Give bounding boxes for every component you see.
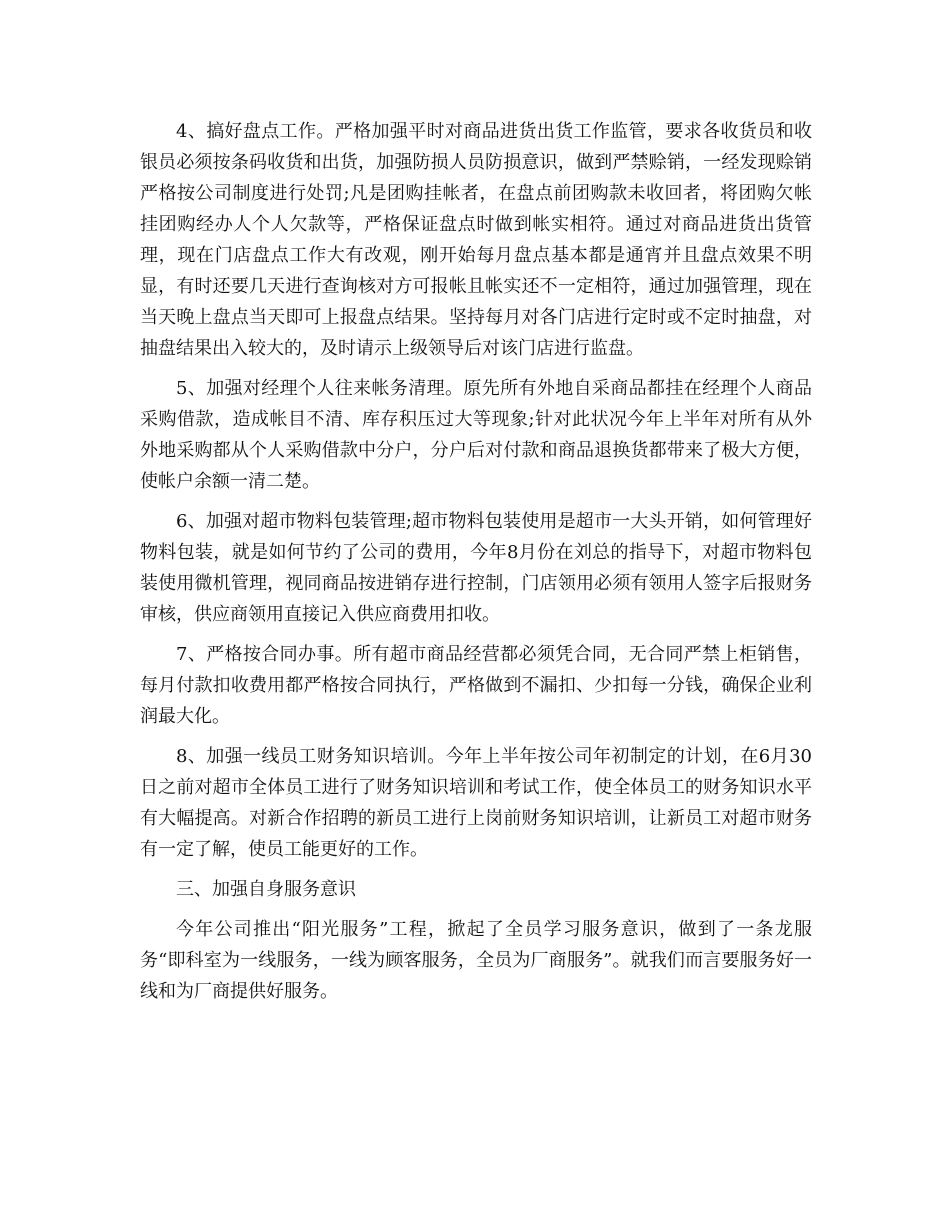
document-body <box>140 116 812 1016</box>
paragraph-inventory-check: 4、搞好盘点工作。严格加强平时对商品进货出货工作监管，要求各收货员和收银员必须按条码收货和出货，加强防损人员防损意识，做到严禁赊销，一经发现赊销严格按公司制度进行处罚;凡是团购挂帐者，在盘点前团购款未收回者，将团购欠帐挂团购经办人个人欠款等，严格保证盘点时做到帐实相符。通过对商品进货出货管理，现在门店盘点工作大有改观，刚开始每月盘点基本都是通宵并且盘点效果不明显，有时还要几天进行查询核对方可报帐且帐实还不一定相符，通过加强管理，现在当天晚上盘点当天即可上报盘点结果。坚持每月对各门店进行定时或不定时抽盘，对抽盘结果出入较大的，及时请示上级领导后对该门店进行监盘。 <box>140 121 812 359</box>
paragraph-packaging-management: 6、加强对超市物料包装管理;超市物料包装使用是超市一大头开销，如何管理好物料包装，就是如何节约了公司的费用，今年8月份在刘总的指导下，对超市物料包装使用微机管理，视同商品按进销存进行控制，门店领用必须有领用人签字后报财务审核，供应商领用直接记入供应商费用扣收。 <box>140 511 812 625</box>
section-heading-service-awareness: 三、加强自身服务意识 <box>176 879 356 900</box>
paragraph-sunshine-service: 今年公司推出“阳光服务”工程，掀起了全员学习服务意识，做到了一条龙服务“即科室为一线服务，一线为顾客服务，全员为厂商服务”。就我们而言要服务好一线和为厂商提供好服务。 <box>140 919 812 1002</box>
paragraph-manager-accounts: 5、加强对经理个人往来帐务清理。原先所有外地自采商品都挂在经理个人商品采购借款，造成帐目不清、库存积压过大等现象;针对此状况今年上半年对所有从外外地采购都从个人采购借款中分户，分户后对付款和商品退换货都带来了极大方便，使帐户余额一清二楚。 <box>140 378 812 492</box>
paragraph-staff-training: 8、加强一线员工财务知识培训。今年上半年按公司年初制定的计划，在6月30日之前对超市全体员工进行了财务知识培训和考试工作，使全体员工的财务知识水平有大幅提高。对新合作招聘的新员工进行上岗前财务知识培训，让新员工对超市财务有一定了解，使员工能更好的工作。 <box>140 746 812 860</box>
paragraph-contract-compliance: 7、严格按合同办事。所有超市商品经营都必须凭合同，无合同严禁上柜销售，每月付款扣收费用都严格按合同执行，严格做到不漏扣、少扣每一分钱，确保企业利润最大化。 <box>140 644 812 727</box>
